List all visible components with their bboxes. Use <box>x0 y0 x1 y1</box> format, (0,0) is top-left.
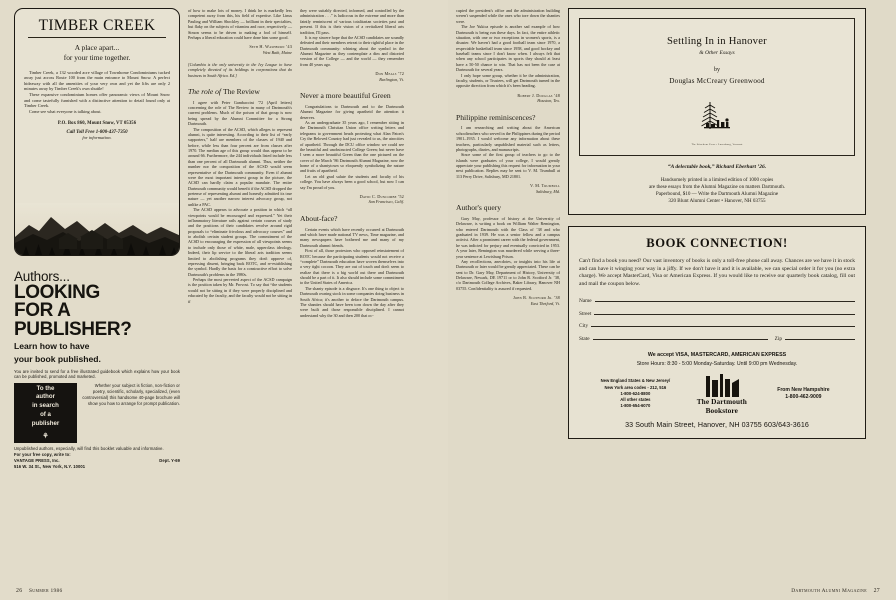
left-folio-text: Summer 1986 <box>29 588 63 594</box>
coupon-row-state-zip[interactable] <box>579 335 855 342</box>
timber-creek-ad[interactable] <box>14 8 180 256</box>
vantage-dept: Dept. Y-69 <box>159 457 180 463</box>
c1-section-heading <box>188 87 292 97</box>
vantage-headline-1: LOOKING <box>14 282 100 303</box>
coupon-row-street[interactable] <box>579 310 855 317</box>
c3-signature-place: Houston, Tex. <box>537 98 560 104</box>
nh-label: From New Hampshire <box>777 386 830 393</box>
settling-in-blurb: “A delectable book,” Richard Eberhart ’26. <box>667 164 767 170</box>
region-phone-2[interactable]: 1-800-654-6070 <box>620 403 651 409</box>
timber-creek-body <box>24 70 170 115</box>
timber-creek-para-3: Come see what everyone is talking about. <box>29 109 102 115</box>
c2-section-heading: Never a more beautiful Green <box>300 91 391 101</box>
vantage-footer <box>14 446 180 470</box>
right-page <box>448 0 896 600</box>
coupon-row-city[interactable] <box>579 322 855 329</box>
right-folio <box>791 588 880 594</box>
coupon-input-name[interactable] <box>595 297 855 302</box>
c3-para-2: The Joe Yukica episode is another sad example of how Dartmouth is being run these days. In fact, the entire athletic situation, with one or two exceptions in women's sports, is a disaster. We haven't had a good football team since 1970, a respectable basketball team since 1958, and good hockey and baseball teams since I don't know when. I always felt that when any school participates in sports they should at least have a 50-50 chance to win. That has not been the case at Dartmouth for several years. <box>456 24 560 73</box>
settling-in-book-ad[interactable] <box>568 8 866 215</box>
timber-creek-phone-number: Call Toll Free 1-800-437-7350 <box>66 129 128 135</box>
c1-para-1: I agree with Peter Gambaccini ’72 (April letters) concerning the role of The Review in many of Dartmouth's current problems. Much of the poison of that group is now being spread by the Alumni Committee for a Strong Dartmouth. <box>188 99 292 127</box>
right-folio-number: 27 <box>873 588 880 594</box>
timber-creek-phone[interactable] <box>24 130 170 140</box>
text-column-2 <box>300 8 404 470</box>
publisher-mark-icon: ⚘ <box>42 432 49 440</box>
vantage-company: VANTAGE PRESS, Inc. <box>14 457 60 463</box>
c1-heading-roman: The Review <box>222 86 260 96</box>
bookstore-logo <box>692 374 752 415</box>
settling-in-subtitle: & Other Essays <box>699 50 735 56</box>
stacked-books-icon <box>692 374 752 397</box>
settling-in-desc-1: Handsomely printed in a limited edition of 1000 copies <box>660 177 774 183</box>
settling-in-author: Douglas McCreary Greenwood <box>669 77 765 85</box>
c3-section-heading: Philippine reminiscences? <box>456 112 536 122</box>
c3-signature2-place: Salisbury, Md. <box>535 188 560 194</box>
book-connection-copy: Can't find a book you need? Our vast inventory of books is only a toll-free phone call away. Chances are we have it in stock and can have it winging your way in a jiffy. If we don't have it and it is available, we can special order it for you (no extra charge). We accept MasterCard, Visa or American Express. If you would like to receive our quarterly book catalog, fill out and mail the coupon below. <box>579 258 855 287</box>
settling-in-by: by <box>714 67 720 73</box>
c3-signature3-name: John R. Scotford Jr. ’38 <box>513 295 560 301</box>
vantage-book-line-5: publisher <box>31 419 60 427</box>
coupon-label-name: Name <box>579 298 592 304</box>
left-folio-number: 26 <box>16 588 23 594</box>
vantage-foot-copy: Unpublished authors, especially, will find this booklet valuable and informative. <box>14 446 164 452</box>
vantage-headline-2: FOR A <box>14 300 71 322</box>
settling-in-desc-3: Paperbound, $10 — Write the Dartmouth Alumni Magazine <box>655 191 779 198</box>
vantage-book-line-3: in search <box>32 402 59 410</box>
settling-in-imprint: The Stinehour Press • Lunenburg, Vermont <box>691 143 743 146</box>
vantage-eyebrow: Authors... <box>14 269 70 284</box>
coupon-label-city: City <box>579 323 589 329</box>
timber-creek-tagline <box>24 43 170 63</box>
c3-signature2-name: V. M. Trumbull <box>530 183 560 189</box>
nh-phone[interactable]: 1-800-462-9009 <box>785 394 822 400</box>
vantage-book-line-1: To the <box>36 384 55 392</box>
vantage-subhead-2: your book published. <box>14 353 101 364</box>
coupon-label-state: State <box>579 335 590 342</box>
c3-para-1: cupied the president's office and the administration building weren't suspended while the ones who tore down the shanties were. <box>456 8 560 24</box>
c2-para-7: First of all, those protestors who opposed reinstatement of ROTC because the participating students would not receive a “complete” Dartmouth education have woven themselves into a very tight cocoon. They are out of touch and don't seem to realize that there is a big world out there and Dartmouth should be a part of it. It also should include some commitment to the United States of America. <box>300 248 404 286</box>
settling-in-desc-4: 320 Blunt Alumni Center • Hanover, NH 03755 <box>668 198 766 205</box>
vantage-book-line-4: of a <box>40 410 51 418</box>
coupon-input-zip[interactable] <box>785 335 855 340</box>
c2-signature2-name: David C. Duncombe ’52 <box>359 193 404 199</box>
c1-para-4: Perhaps the most perverted aspect of the ACSD campaign is the position taken by Mr. Provost. To say that “the students would not be sitting in if they were properly disciplined and educated by the faculty, and the faculty would not be sitting in if <box>188 277 292 304</box>
timber-creek-address: P.O. Box 860, Mount Snow, VT 05356 <box>57 120 137 126</box>
coupon-label-street: Street <box>579 310 592 317</box>
left-ad-column <box>14 8 180 470</box>
book-connection-coupon[interactable] <box>579 297 855 342</box>
region-phone-1[interactable]: 1-800-624-8800 <box>620 390 651 396</box>
region-line-3: All other states <box>620 397 651 403</box>
c2-signature-name: Don Meals ’72 <box>375 71 404 77</box>
c1-signature-name: Seth H. Washburn ’43 <box>249 44 292 50</box>
book-connection-address: 33 South Main Street, Hanover, NH 03755 603/643-3616 <box>625 420 809 429</box>
c3-para-4: I am researching and writing about the American schoolteachers who served in the Philippines during the period 1901–1935. I would welcome any information about these teachers, particularly unpublished material such as letters, photographs, diaries, and manuscripts. <box>456 125 560 152</box>
vantage-headline-3: PUBLISHER? <box>14 318 132 340</box>
coupon-input-state[interactable] <box>593 335 768 340</box>
book-connection-cards: We accept VISA, MASTERCARD, AMERICAN EXPRESS <box>647 351 787 358</box>
c2-para-3: Congratulations to Dartmouth and to the Dartmouth Alumni Magazine for giving apartheid the attention it deserves. <box>300 103 404 120</box>
c3-para-6: Gary May, professor of history at the University of Delaware, is writing a book on William Walter Remington, who entered Dartmouth with the Class of ’38 and who graduated in 1939. He was a senior fellow and a campus activist. After a prominent career with the federal government, he was indicted for perjury and eventually convicted in 1953. A year later, Remington was murdered while serving a three-year sentence at Lewisburg Prison. <box>456 215 560 259</box>
timber-creek-rule <box>28 37 166 38</box>
c3-para-5: Since some of the first group of teachers to go to the islands were graduates of your college, I would greatly appreciate your publishing this request for information in your next publication. Replies may be sent to V. M. Trumbull at 113 Perry Drive, Salisbury, MD 21801. <box>456 152 560 179</box>
c1-para-3: The ACSD appears to advocate a position in which “all viewpoints would be encouraged and expressed.” Yet their inflammatory literature rails against certain courses of study and the positions of their candidates revolve around rigid proposals to “eliminate frivolous and advocacy courses” and to abolish certain student groups. The commitment of the ACSD to encouraging the expression of all viewpoints seems to include only those of white, male, upperclass ideology. Indeed, their lip service to the liberal arts tradition seems limited to abolishing programs they don't approve of, repressing dissent, bringing back ROTC, and re-establishing the symbol. Hardly the basis for a constructive effort to solve Dartmouth's problems in the 1980s. <box>188 207 292 277</box>
book-connection-hours: Store Hours: 8:30 - 5:00 Monday-Saturday. Until 9:00 pm Wednesday. <box>636 360 798 367</box>
c2-signature-place: Burlington, Vt. <box>379 76 404 82</box>
book-connection-nh-phone[interactable] <box>752 387 855 402</box>
region-line-1: New England States & New Jersey/ <box>600 378 671 384</box>
c1-letter-conclusion: of how to make lots of money. I think he is markedly less competent away from this, his field of expertise. Like Linus Pauling and William Shockley — brilliant in their specialties, but flaky on the subjects of vitamins and race, respectively — Simon seems to be driven to making a fool of himself. Perhaps a liberal education could have done him some good. <box>188 8 292 40</box>
c3-para-3: I only hope some group, whether it be the administration, faculty, students, or Trustees, will get Dartmouth turned in the opposite direction from which it's been heading. <box>456 72 560 89</box>
c1-para-2: The composition of the ACSD, which alleges to represent alumni, is quite interesting. According to their list of “early supporters,” half are members of the classes of 1940 and before, while less than four percent are from classes after 1970. The median age of this group would thus appear to be around 66. Furthermore, the 244 individuals listed include less than one percent of all Dartmouth alumni. Thus, neither the number nor the composition of the ACSD would seem representative of the Dartmouth community. Even if alumni were the most important interest group in the picture, the ACSD can hardly claim a popular mandate. The entire Dartmouth community would benefit if the ACSD dropped the pretense of representing alumni and honestly admitted its true nature — yet another narrow interest advocacy group, not unlike a PAC. <box>188 126 292 207</box>
c2-para-6: Certain events which have recently occurred at Dartmouth and which have made national TV news, Time magazine, and many newspapers have bothered me and many of my Dartmouth alumni friends. <box>300 226 404 248</box>
vantage-press-ad[interactable] <box>14 269 180 470</box>
vantage-book-line-2: author <box>36 393 55 401</box>
c2-para-2: It is my sincere hope that the ACSD candidates are soundly defeated and their members retreat to their rightful place in the Dartmouth community: whining about the symbol in the Alumni Magazine as they contemplate a dim and distorted version of the College — and the world — they remember from 40 years ago. <box>300 34 404 67</box>
c2-para-4: As an undergraduate 35 years ago, I remember sitting in the Dartmouth Christian Union office writing letters and telegrams to government heads protesting what Alan Paton's Cry the Beloved Country had just revealed to us, the atrocities of apartheid. Through the DCU office window we could see the beautiful and unobstructed College Green; but never have I seen a more beautiful Green than the one pictured on the cover of the March ’86 Dartmouth Alumni Magazine, now the home of a shantytown so eloquently symbolizing the nature and fruits of apartheid. <box>300 120 404 174</box>
timber-creek-para-1: Timber Creek, a 132 wooded acre village of Townhome Condominiums tucked away just across Route 100 from the main entrance to Mount Snow. A perfect hideaway with all the amenities of your very own and yet the lifts are only 2 minutes away by Timber Creek's own shuttle! <box>24 69 170 92</box>
settling-in-title: Settling In in Hanover <box>667 36 767 47</box>
vantage-street: 516 W. 34 St., New York, N.Y. 10001 <box>14 463 86 469</box>
timber-creek-para-2: These expansive condominium homes offer panoramic views of Mount Snow and come tastefully furnished with a distinctive attention to detail found only at Timber Creek. <box>24 92 170 109</box>
timber-creek-phone-note: for information. <box>82 134 112 140</box>
book-connection-regional-phones[interactable] <box>579 378 692 409</box>
c2-para-8: The shanty episode is a disgrace. It's one thing to object to Dartmouth owning stock in some companies doing business in South Africa; it's another to deface the Dartmouth campus. The shanties should have been torn down the day after they were built and those responsible disciplined. I cannot understand why the 30 and then 200 that oc- <box>300 285 404 318</box>
text-column-3 <box>456 8 560 439</box>
c2-para-1: they were suitably directed, informed, and controlled by the administration . . .” is ludicrous in the extreme and more than faintly reminiscent of various totalitarian societies past and present. If this is their vision of a revitalized liberal arts tradition, I'll pass. <box>300 8 404 35</box>
region-line-2: New York area codes - 212, 516 <box>604 384 667 390</box>
c3-signature-name: Robert J. Douglas ’48 <box>517 92 560 98</box>
c1-editor-note: [Columbia is the only university in the Ivy League to have completely divested of its holdings in corporations that do business in South Africa. Ed.] <box>188 62 292 78</box>
c1-heading-italic: The role of <box>188 86 223 96</box>
coupon-input-street[interactable] <box>594 310 855 315</box>
vantage-foot-action: For your free copy, write to: <box>14 452 71 458</box>
mountain-illustration <box>15 203 179 255</box>
settling-in-cover <box>579 18 855 156</box>
c3-para-7: Any recollections, anecdotes, or insights into his life at Dartmouth or later would be greatly appreciated. These can be sent to Dr. Gary May, Department of History, University of Delaware, Newark, DE 19711 or to John R. Scotford Jr. ’38, c/o Dartmouth College Archives, Baker Library, Hanover NH 03755. Confidentiality is assured if requested. <box>456 258 560 291</box>
coupon-input-city[interactable] <box>591 322 855 327</box>
c2-signature2-place: San Francisco, Calif. <box>368 199 404 205</box>
vantage-copy: You are invited to send for a free illustrated guidebook which explains how your book can be published, promoted and marketed. <box>14 368 180 380</box>
vantage-subhead-1: Learn how to have <box>14 341 90 352</box>
pine-tree-icon <box>694 98 740 134</box>
settling-in-desc-2: are these essays from the Alumni Magazine on matters Dartmouth. <box>648 184 786 191</box>
left-folio <box>16 588 63 594</box>
bookstore-name: The Dartmouth Bookstore <box>696 396 747 415</box>
vantage-book-cover <box>14 383 77 443</box>
book-connection-ad[interactable] <box>568 226 866 438</box>
vantage-side-copy: Whether your subject is fiction, non-fiction or poetry, scientific, scholarly, specialized, (even controversial) this handsome 40-page brochure will show you how to arrange for prompt publication. <box>82 383 180 406</box>
c2-para-5: Let an old grad salute the students and faculty of his college. You have always been a good school, but now I can say I'm proud of you. <box>300 173 404 190</box>
c3-section-heading-2: Author's query <box>456 203 502 213</box>
c3-signature3-place: East Thetford, Vt. <box>530 300 560 306</box>
timber-creek-tagline-1: A place apart... <box>74 43 120 52</box>
text-column-1 <box>188 8 292 470</box>
timber-creek-tagline-2: for your time together. <box>63 52 131 62</box>
right-ad-column <box>568 8 866 439</box>
timber-creek-title: TIMBER CREEK <box>38 17 156 34</box>
right-folio-text: Dartmouth Alumni Magazine <box>791 588 867 594</box>
settling-in-description <box>579 177 855 205</box>
c2-section-heading-2: About-face? <box>300 213 338 223</box>
coupon-label-zip: Zip <box>774 335 782 342</box>
coupon-row-name[interactable] <box>579 297 855 304</box>
book-connection-title: BOOK CONNECTION! <box>646 236 788 251</box>
c1-signature-place: West Bath, Maine <box>262 49 292 55</box>
